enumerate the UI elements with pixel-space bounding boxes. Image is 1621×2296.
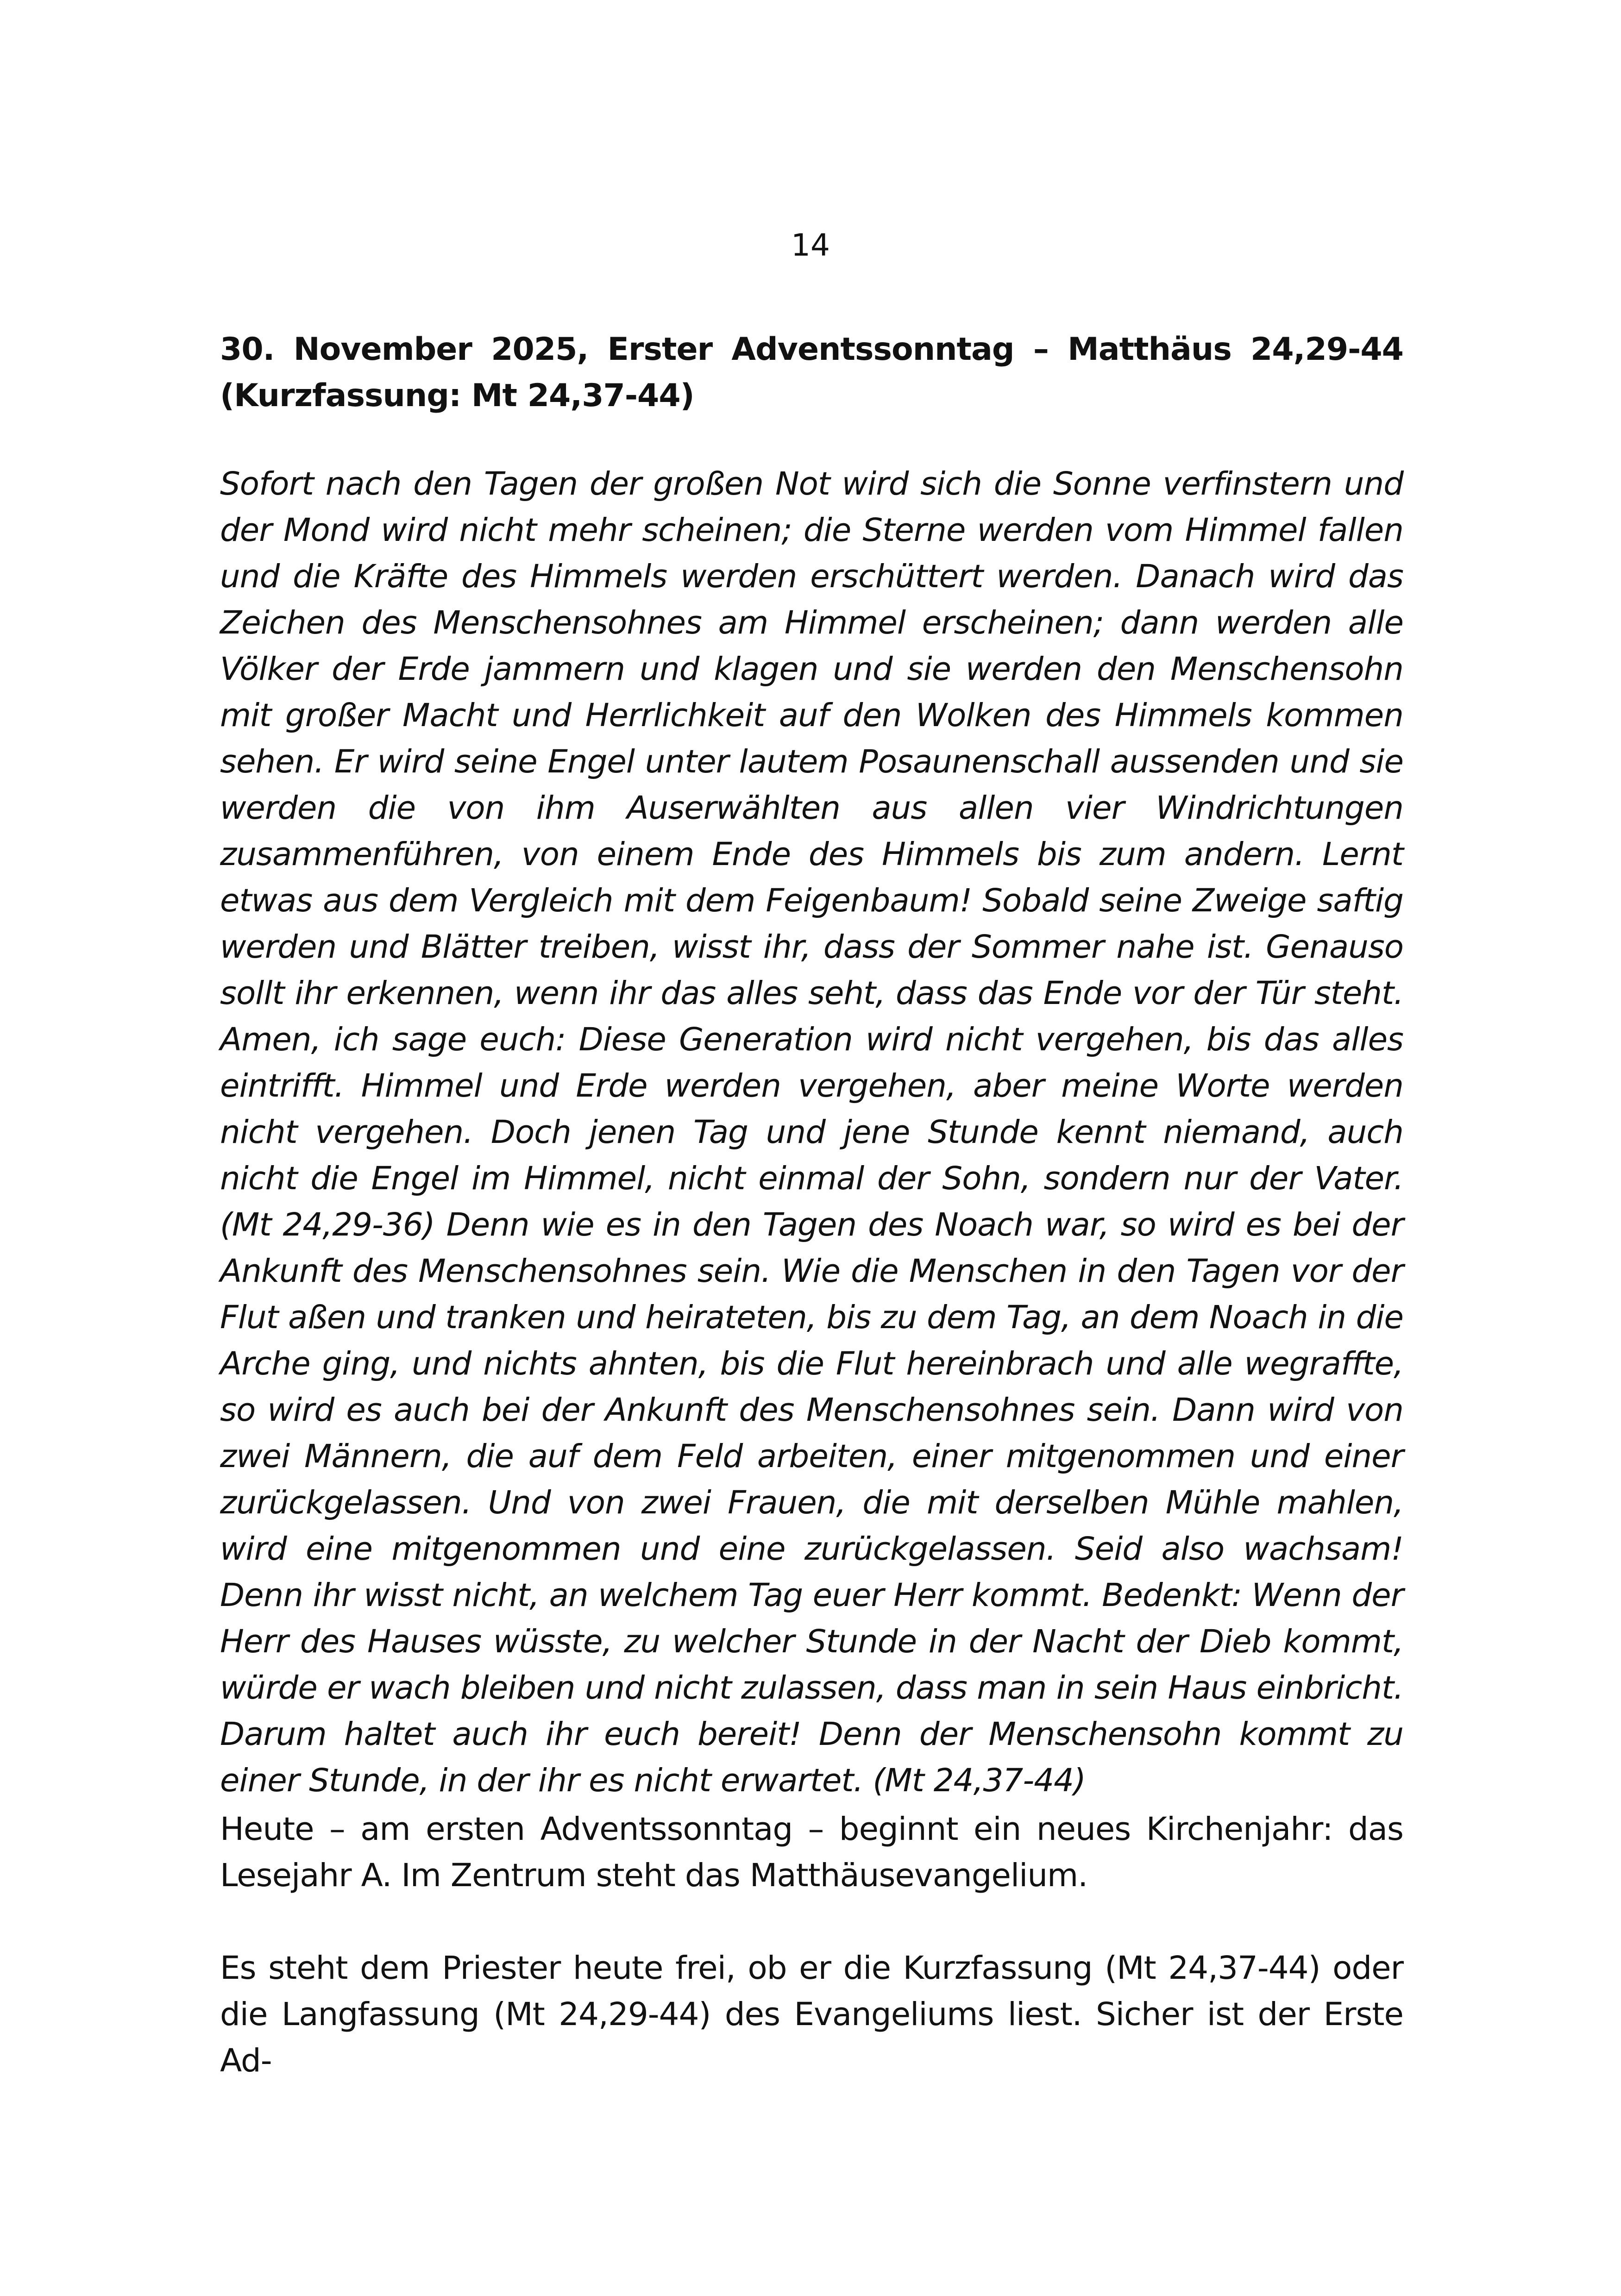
- body-paragraph: Es steht dem Priester heute frei, ob er die Kurzfassung (Mt 24,37-44) oder die Langfassung (Mt 24,29-44) des Evangeliums liest. Sicher ist der Erste Ad-: [220, 1950, 1403, 2079]
- section-heading: 30. November 2025, Erster Adventssonntag – Matthäus 24,29-44 (Kurzfassung: Mt 24,37-44): [220, 331, 1403, 414]
- body-paragraph: Heute – am ersten Adventssonntag – beginnt ein neues Kirchenjahr: das Lesejahr A. Im Zentrum steht das Matthäusevangelium.: [220, 1811, 1403, 1894]
- page-number: 14: [791, 227, 830, 263]
- scripture-passage: Sofort nach den Tagen der großen Not wird sich die Sonne verfinstern und der Mond wird nicht mehr scheinen; die Sterne werden vom Himmel fallen und die Kräfte des Himmels werden erschüttert werden. Danach wird das Zeichen des Menschensohnes am Himmel erscheinen; dann werden alle Völker der Erde jammern und klagen und sie werden den Menschensohn mit großer Macht und Herrlichkeit auf den Wolken des Himmels kommen sehen. Er wird seine Engel unter lautem Posaunenschall aussenden und sie werden die von ihm Auserwählten aus allen vier Windrichtungen zusammenführen, von einem Ende des Himmels bis zum andern. Lernt etwas aus dem Vergleich mit dem Feigenbaum! Sobald seine Zweige saftig werden und Blätter treiben, wisst ihr, dass der Sommer nahe ist. Genauso sollt ihr erkennen, wenn ihr das alles seht, dass das Ende vor der Tür steht. Amen, ich sage euch: Diese Generation wird nicht vergehen, bis das alles eintrifft. Himmel und Erde werden vergehen, aber meine Worte werden nicht vergehen. Doch jenen Tag und jene Stunde kennt niemand, auch nicht die Engel im Himmel, nicht einmal der Sohn, sondern nur der Vater. (Mt 24,29-36) Denn wie es in den Tagen des Noach war, so wird es bei der Ankunft des Menschensohnes sein. Wie die Menschen in den Tagen vor der Flut aßen und tranken und heirateten, bis zu dem Tag, an dem Noach in die Arche ging, und nichts ahnten, bis die Flut hereinbrach und alle wegraffte, so wird es auch bei der Ankunft des Menschensohnes sein. Dann wird von zwei Männern, die auf dem Feld arbeiten, einer mitgenommen und einer zurückgelassen. Und von zwei Frauen, die mit derselben Mühle mahlen, wird eine mitgenommen und eine zurückgelassen. Seid also wachsam! Denn ihr wisst nicht, an welchem Tag euer Herr kommt. Bedenkt: Wenn der Herr des Hauses wüsste, zu welcher Stunde in der Nacht der Dieb kommt, würde er wach bleiben und nicht zulassen, dass man in sein Haus einbricht. Darum haltet auch ihr euch bereit! Denn der Menschensohn kommt zu einer Stunde, in der ihr es nicht erwartet. (Mt 24,37-44): [220, 465, 1403, 1799]
